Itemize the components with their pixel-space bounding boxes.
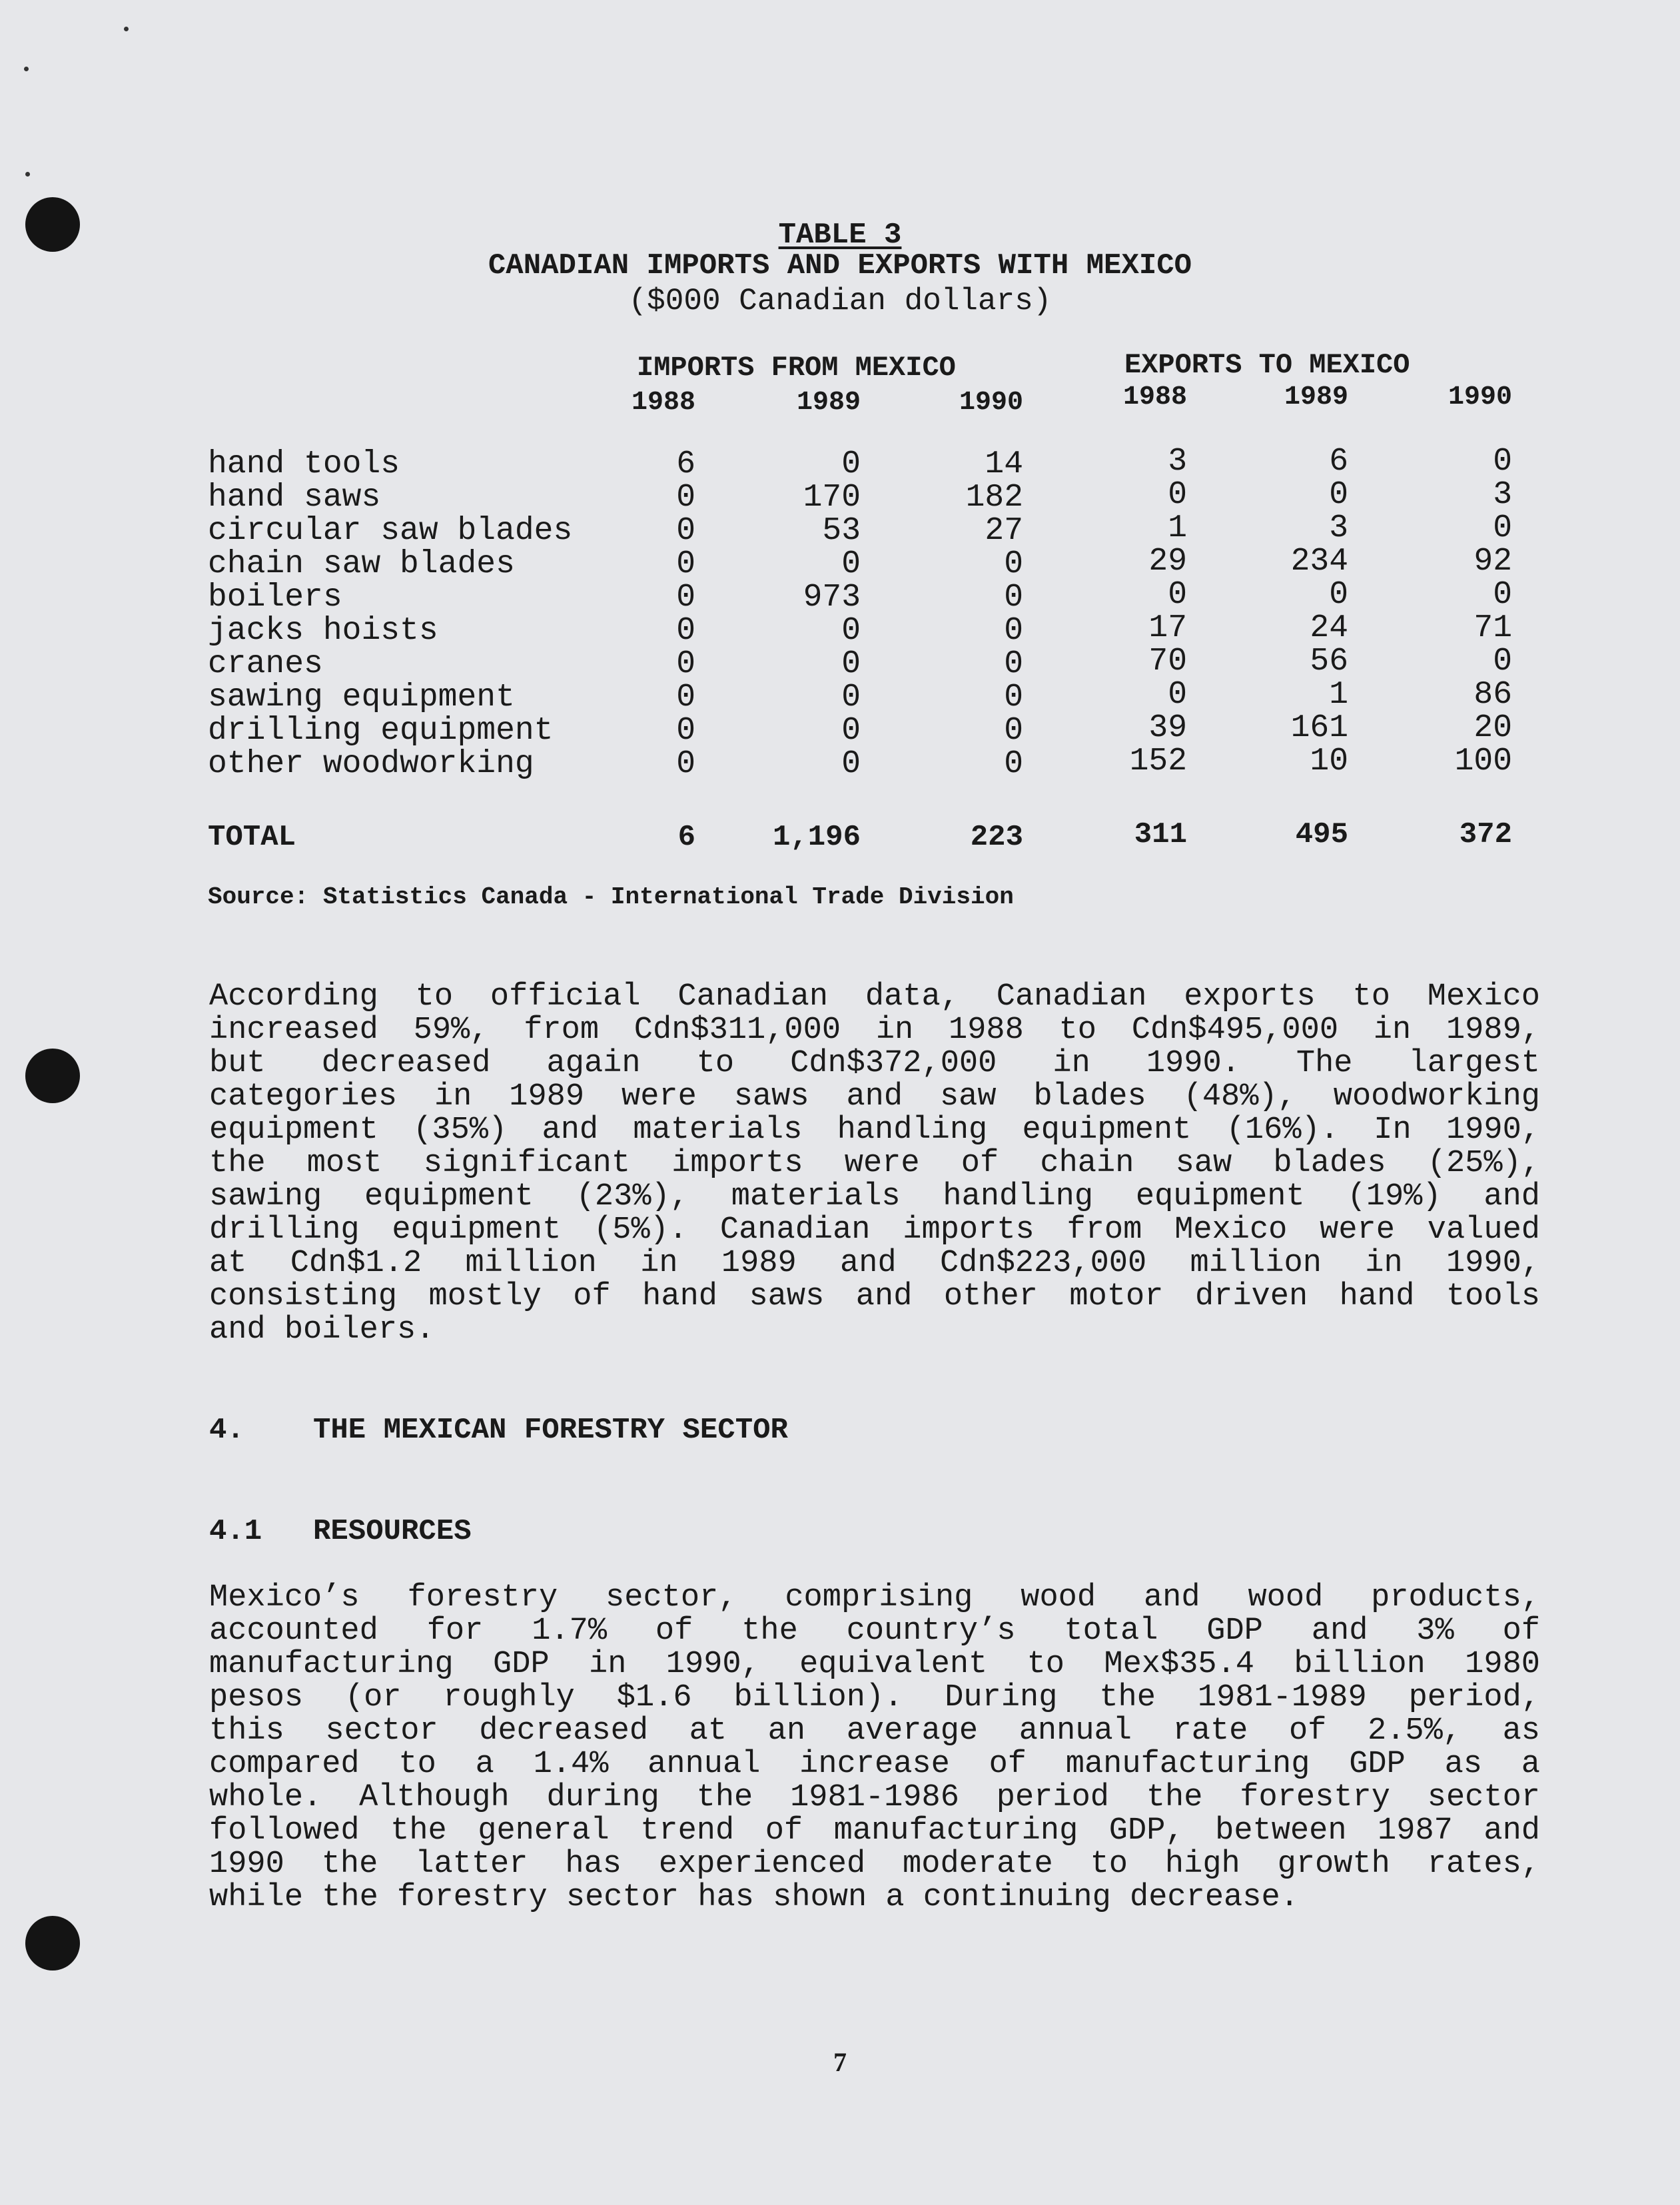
cell-value: 39: [1148, 710, 1187, 746]
table-row: [0, 644, 1680, 682]
paragraph-line: Mexico’s forestry sector, comprising wood and wood products,: [209, 1580, 1540, 1615]
cell-value: 311: [1134, 818, 1187, 851]
year-header: 1990: [959, 388, 1023, 418]
table-row: [0, 710, 1680, 749]
paragraph-line: categories in 1989 were saws and saw blades (48%), woodworking: [209, 1079, 1540, 1114]
cell-value: 0: [1004, 546, 1023, 582]
cell-value: 973: [803, 580, 861, 616]
table-row: [0, 446, 1680, 480]
row-label: hand tools: [208, 446, 400, 482]
paragraph-line: at Cdn$1.2 million in 1989 and Cdn$223,000 million in 1990,: [209, 1246, 1540, 1281]
paragraph-line: sawing equipment (23%), materials handling equipment (19%) and: [209, 1179, 1540, 1214]
paragraph-line: consisting mostly of hand saws and other motor driven hand tools: [209, 1279, 1540, 1314]
cell-value: 182: [965, 480, 1023, 516]
cell-value: 86: [1473, 677, 1512, 713]
paragraph-line: manufacturing GDP in 1990, equivalent to Mex$35.4 billion 1980: [209, 1647, 1540, 1682]
paragraph-line: and boilers.: [209, 1312, 435, 1348]
cell-value: 0: [676, 613, 695, 649]
row-label: circular saw blades: [208, 513, 573, 549]
speck: [24, 67, 29, 71]
cell-value: 0: [841, 679, 861, 715]
table-row: [0, 510, 1680, 549]
row-label: boilers: [208, 580, 342, 616]
table-source: Source: Statistics Canada - International Trade Division: [208, 883, 1014, 911]
paragraph-exports: [209, 981, 1540, 1347]
section-number: 4.: [209, 1414, 244, 1447]
cell-value: 0: [841, 713, 861, 749]
cell-value: 92: [1473, 544, 1512, 580]
cell-value: 0: [676, 679, 695, 715]
cell-value: 152: [1129, 743, 1187, 779]
table-row: [0, 477, 1680, 516]
cell-value: 71: [1473, 610, 1512, 646]
paragraph-line: whole. Although during the 1981-1986 period the forestry sector: [209, 1780, 1540, 1815]
cell-value: 3: [1493, 477, 1512, 513]
paragraph-line: accounted for 1.7% of the country’s total GDP and 3% of: [209, 1613, 1540, 1649]
paragraph-line: while the forestry sector has shown a continuing decrease.: [209, 1880, 1299, 1915]
paragraph-line: followed the general trend of manufacturing GDP, between 1987 and: [209, 1813, 1540, 1849]
cell-value: 0: [676, 746, 695, 782]
cell-value: 234: [1290, 544, 1348, 580]
paragraph-line: increased 59%, from Cdn$311,000 in 1988 to Cdn$495,000 in 1989,: [209, 1013, 1540, 1048]
cell-value: 0: [1004, 713, 1023, 749]
cell-value: 1: [1329, 677, 1348, 713]
row-label: chain saw blades: [208, 546, 515, 582]
cell-value: 495: [1295, 818, 1348, 851]
year-header: 1988: [1122, 382, 1187, 412]
cell-value: 10: [1310, 743, 1348, 779]
row-label: TOTAL: [208, 821, 296, 854]
table-row: [0, 679, 1680, 713]
cell-value: 53: [822, 513, 861, 549]
table-row: [0, 577, 1680, 616]
paragraph-line: drilling equipment (5%). Canadian imports from Mexico were valued: [209, 1212, 1540, 1248]
cell-value: 70: [1148, 644, 1187, 679]
cell-value: 0: [841, 646, 861, 682]
cell-value: 0: [1168, 677, 1187, 713]
cell-value: 3: [1329, 510, 1348, 546]
cell-value: 6: [1329, 444, 1348, 480]
table-row: [0, 610, 1680, 649]
cell-value: 0: [676, 546, 695, 582]
cell-value: 56: [1310, 644, 1348, 679]
cell-value: 27: [985, 513, 1023, 549]
cell-value: 0: [676, 480, 695, 516]
table-row: [0, 546, 1680, 580]
cell-value: 14: [985, 446, 1023, 482]
year-header: 1989: [1284, 382, 1348, 412]
paragraph-line: the most significant imports were of chain saw blades (25%),: [209, 1146, 1540, 1181]
table-unit: ($000 Canadian dollars): [628, 284, 1052, 318]
cell-value: 0: [1004, 613, 1023, 649]
table-row: [0, 743, 1680, 782]
section-4-heading: [209, 1414, 788, 1447]
row-label: jacks hoists: [208, 613, 438, 649]
punch-hole-middle: [25, 1049, 80, 1103]
cell-value: 0: [1168, 577, 1187, 613]
cell-value: 1,196: [772, 821, 861, 854]
section-number: 4.1: [209, 1515, 262, 1548]
cell-value: 372: [1459, 818, 1512, 851]
table-total-row: [0, 818, 1680, 854]
cell-value: 20: [1473, 710, 1512, 746]
cell-value: 0: [841, 746, 861, 782]
paragraph-line: equipment (35%) and materials handling equipment (16%). In 1990,: [209, 1112, 1540, 1148]
section-4-1-heading: [209, 1515, 472, 1548]
cell-value: 0: [1493, 444, 1512, 480]
section-title: RESOURCES: [313, 1515, 472, 1548]
paragraph-forestry: [209, 1581, 1540, 1915]
row-label: other woodworking: [208, 746, 534, 782]
cell-value: 6: [676, 446, 695, 482]
paragraph-line: 1990 the latter has experienced moderate to high growth rates,: [209, 1847, 1540, 1882]
cell-value: 3: [1168, 444, 1187, 480]
cell-value: 0: [841, 546, 861, 582]
section-title: THE MEXICAN FORESTRY SECTOR: [313, 1414, 788, 1447]
paragraph-line: this sector decreased at an average annual rate of 2.5%, as: [209, 1713, 1540, 1749]
speck: [25, 172, 30, 177]
cell-value: 0: [1493, 644, 1512, 679]
cell-value: 100: [1454, 743, 1512, 779]
paragraph-line: According to official Canadian data, Canadian exports to Mexico: [209, 979, 1540, 1015]
cell-value: 24: [1310, 610, 1348, 646]
cell-value: 0: [1329, 477, 1348, 513]
cell-value: 0: [841, 613, 861, 649]
cell-value: 0: [676, 646, 695, 682]
row-label: sawing equipment: [208, 679, 515, 715]
cell-value: 161: [1290, 710, 1348, 746]
cell-value: 0: [1004, 746, 1023, 782]
paragraph-line: but decreased again to Cdn$372,000 in 1990. The largest: [209, 1046, 1540, 1081]
cell-value: 0: [676, 513, 695, 549]
cell-value: 0: [1493, 510, 1512, 546]
cell-value: 0: [1004, 679, 1023, 715]
row-label: hand saws: [208, 480, 381, 516]
page-number: 7: [833, 2047, 847, 2077]
row-label: drilling equipment: [208, 713, 554, 749]
cell-value: 223: [970, 821, 1023, 854]
table-subtitle: CANADIAN IMPORTS AND EXPORTS WITH MEXICO: [488, 249, 1192, 282]
paragraph-line: pesos (or roughly $1.6 billion). During the 1981-1989 period,: [209, 1680, 1540, 1715]
cell-value: 170: [803, 480, 861, 516]
cell-value: 0: [1168, 477, 1187, 513]
paragraph-line: compared to a 1.4% annual increase of manufacturing GDP as a: [209, 1747, 1540, 1782]
cell-value: 0: [676, 580, 695, 616]
row-label: cranes: [208, 646, 323, 682]
cell-value: 29: [1148, 544, 1187, 580]
cell-value: 6: [677, 821, 695, 854]
exports-group-header: EXPORTS TO MEXICO: [1124, 349, 1410, 381]
cell-value: 17: [1148, 610, 1187, 646]
imports-group-header: IMPORTS FROM MEXICO: [637, 352, 956, 384]
year-header: 1988: [631, 388, 695, 418]
speck: [124, 27, 129, 31]
cell-value: 0: [676, 713, 695, 749]
punch-hole-bottom: [25, 1916, 80, 1971]
cell-value: 0: [1493, 577, 1512, 613]
cell-value: 0: [841, 446, 861, 482]
cell-value: 0: [1004, 580, 1023, 616]
table-title: TABLE 3: [778, 219, 902, 252]
cell-value: 0: [1329, 577, 1348, 613]
cell-value: 0: [1004, 646, 1023, 682]
cell-value: 1: [1168, 510, 1187, 546]
year-header: 1989: [796, 388, 861, 418]
year-header: 1990: [1448, 382, 1512, 412]
